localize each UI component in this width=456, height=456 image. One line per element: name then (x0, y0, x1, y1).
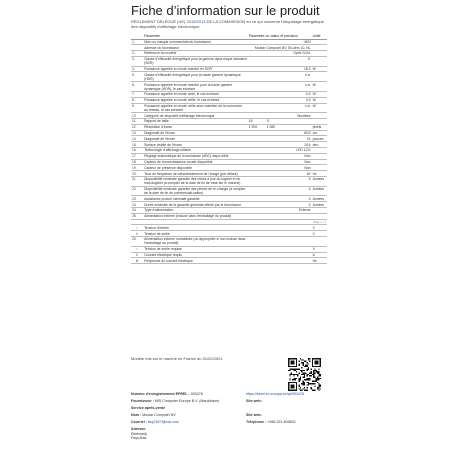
row-parameter: Capteur de reconnaissance vocale disponible (143, 159, 248, 165)
row-parameter: Technologie d’affichage utilisée (143, 148, 248, 154)
row-unit (312, 56, 327, 66)
row-parameter: Diagonale de l’écran (143, 136, 248, 142)
address-block (131, 427, 331, 441)
row-number: 3. (131, 56, 143, 66)
row-value-first: 1 920 (248, 125, 258, 130)
phone-number: +086-921-609652 (267, 420, 296, 424)
row-number: 10. (131, 113, 143, 119)
row-number: 24. (131, 202, 143, 208)
table-row (131, 236, 327, 246)
row-number: 18. (131, 159, 143, 165)
row-number: 1. (131, 39, 143, 45)
qr-code-icon[interactable] (288, 358, 321, 391)
row-number: 2. (131, 51, 143, 57)
row-unit: pixels (312, 124, 327, 130)
service-website-label: Site web: (246, 413, 262, 417)
row-parameter: Puissance appelée en mode arrêt, le cas échéant (143, 91, 248, 97)
row-parameter: Courant électrique requis (143, 252, 248, 258)
service-heading: Service après-vente (131, 406, 165, 410)
row-parameter: Classe d’efficacité énergétique pour la haute gamme dynamique (HDR) (143, 72, 248, 82)
row-number: 16. (131, 148, 143, 154)
row-value-second: 1 080 (266, 125, 276, 130)
page-title: Fiche d’information sur le produit (131, 3, 320, 18)
row-value: 3 (248, 202, 312, 208)
service-name: Mostar Computer BV (142, 413, 176, 417)
row-parameter: Résolution d’écran (143, 124, 248, 130)
row-unit: dm² (312, 142, 327, 148)
row-unit: A (312, 252, 327, 258)
row-value (248, 258, 312, 264)
row-parameter: Taux de fréquence de rafraîchissement de l’image (par défaut) (143, 171, 248, 177)
row-unit: Années (312, 202, 327, 208)
row-value: 6 (248, 186, 312, 196)
row-parameter: Puissance appelée en mode veille avec maintien de la connexion au réseau, le cas échéant (143, 103, 248, 113)
header-unit: Unité (312, 30, 327, 39)
row-parameter: Disponibilité minimale garantie des pièces de re-change (à compter de la date de fin de commerciali-sation) (143, 186, 248, 196)
row-unit: W (312, 91, 327, 97)
row-number: 6. (131, 82, 143, 92)
specs-body (131, 39, 327, 264)
row-unit: W (312, 82, 327, 92)
supplier-name: MSI Computer Europe B.V. (Marchitane) (154, 399, 220, 403)
row-parameter: Fréquence du courant électrique (143, 258, 248, 264)
supplier-line: Fournisseur : MSI Computer Europe B.V. (Marchitane) (131, 399, 220, 403)
row-value: 15,6 (248, 142, 312, 148)
row-unit: V (312, 225, 327, 231)
table-row (131, 186, 327, 196)
address-country: Pays-Bas (131, 436, 147, 441)
address-line: Ekkerstrijt (131, 431, 147, 436)
row-parameter: Tension de sortie requise (143, 246, 248, 252)
row-value: n.a. (248, 103, 312, 113)
row-value: 18,3 (248, 66, 312, 72)
phone-line: Téléphone : +086-921-609652 (246, 420, 296, 424)
row-unit: Années (312, 176, 327, 186)
row-number: ii (131, 231, 143, 237)
row-parameter: Capteur de présence disponible (143, 165, 248, 171)
row-parameter: Disponibilité minimale garantie des mises à jour du logiciel et du micrologiciel (à compter de la date de fin de mise sur le marché) (143, 176, 248, 186)
row-number: ii (131, 252, 143, 258)
row-unit: V (312, 246, 327, 252)
row-unit: W (312, 103, 327, 113)
row-number: 19. (131, 165, 143, 171)
address-label: Adresse: (131, 427, 147, 431)
row-value: n.a. (248, 72, 312, 82)
email-line: Courriel : ttsp7627@msi.com (131, 420, 179, 424)
eprel-number: 903476 (190, 392, 203, 396)
row-number: 20. (131, 171, 143, 177)
row-number: 17. (131, 153, 143, 159)
row-parameter: Classe d’efficacité énergétique pour la gamme dyna-mique standard (SDR) (144, 57, 247, 66)
page-reference: Page 1 / 1 (131, 219, 327, 225)
row-parameter: Réglage automatique de la luminance (ABC) dispo-nible (143, 153, 248, 159)
row-parameter: Rapport de taille (143, 119, 248, 125)
email-link[interactable]: ttsp7627@msi.com (147, 420, 179, 424)
row-parameter: Adresse du fournisseur (143, 45, 248, 51)
row-unit (312, 236, 327, 246)
row-parameter: Assistance produit minimale garantie (143, 196, 248, 202)
row-value-second: 9 (266, 119, 269, 124)
row-number: 13. (131, 130, 143, 136)
eprel-link[interactable]: https://eprel.ec.europa.eu/qr/903476 (246, 392, 304, 396)
row-value: LED LCD (248, 148, 312, 154)
row-number: 22. (131, 186, 143, 196)
table-row (131, 258, 327, 264)
row-value: 24 (248, 136, 312, 142)
row-parameter: Alimentation externe normalisée (ou appropriée si non incluse dans l’emballage du produit) (143, 236, 248, 246)
row-value: Non (248, 159, 312, 165)
row-parameter: Alimentation externe (incluse dans l’emballage du produit) (143, 213, 248, 219)
service-name-line: Nom : Mostar Computer BV (131, 413, 176, 417)
row-value: 6 (248, 176, 312, 186)
row-parameter: Type d’alimentation (143, 208, 248, 214)
market-date: Modèle mis sur le marché en France du 01/02/2021 (131, 356, 223, 361)
row-value: Non (248, 165, 312, 171)
row-parameter: Puissance appelée en mode marche en SDR (143, 66, 248, 72)
row-unit: W (312, 66, 327, 72)
row-value (248, 236, 312, 246)
row-value: Moniteur (248, 113, 312, 119)
row-number: 12. (131, 124, 143, 130)
row-parameter: Puissance appelée en mode veille, le cas échéant (143, 97, 248, 103)
row-value: Externe (248, 208, 312, 214)
row-parameter: Catégorie de dispositif d’affichage électronique (143, 113, 248, 119)
row-parameter: Nom ou marque commerciale du fournisseur (143, 39, 248, 45)
row-parameter: Durée minimale de la garantie générale offerte par le fournisseur (143, 202, 248, 208)
row-parameter: Diagonale de l’écran (143, 130, 248, 136)
regulation-intro (131, 19, 327, 29)
table-row (131, 56, 327, 66)
row-number: iii (131, 258, 143, 264)
row-number: 21. (131, 176, 143, 186)
row-unit: Hz (312, 171, 327, 177)
row-value: 0,3 (248, 91, 312, 97)
row-unit: cm (312, 130, 327, 136)
header-param: Paramètre (143, 30, 248, 39)
row-number: 15. (131, 142, 143, 148)
table-row (131, 103, 327, 113)
row-unit: V (312, 231, 327, 237)
specs-table (131, 30, 327, 264)
row-value: n.a. (248, 82, 312, 92)
row-unit (312, 72, 327, 82)
row-parameter: Puissance appelée en mode marche pour la haute gamme dynamique (HDR), le cas échéant (143, 82, 248, 92)
row-value: Optix G241 (248, 51, 312, 57)
row-number: i (131, 225, 143, 231)
row-parameter: Surface visible de l’écran (143, 142, 248, 148)
row-number: 24. (131, 208, 143, 214)
row-value: Mostar Computer BV, Ek-kers 10, NL (248, 45, 312, 51)
table-row (131, 82, 327, 92)
row-value: E (248, 56, 312, 66)
row-number: 23. (131, 196, 143, 202)
row-value: 3 (248, 196, 312, 202)
supplier-footer (131, 392, 331, 441)
row-number: 25. (131, 213, 143, 219)
regulation-link[interactable]: 2019/2013 (186, 19, 206, 24)
row-value: MSI (248, 39, 312, 45)
row-value: 0,3 (248, 97, 312, 103)
row-number: 26. (131, 236, 143, 246)
row-parameter: Tension de sortie (143, 231, 248, 237)
row-number: 11. (131, 119, 143, 125)
row-unit: Hz (312, 258, 327, 264)
row-parameter: Référence du modèle (143, 51, 248, 57)
row-number: 8. (131, 97, 143, 103)
row-unit: pouces (312, 136, 327, 142)
row-value-first: 16 (248, 119, 253, 124)
row-number: 5. (131, 72, 143, 82)
row-number: 4. (131, 66, 143, 72)
row-number: 7. (131, 91, 143, 97)
specs-header-row (131, 30, 327, 39)
eprel-line: Numéro d'enregistrement EPREL : 903476 (131, 392, 203, 396)
row-number: i (131, 246, 143, 252)
row-number: 9. (131, 103, 143, 113)
table-row (131, 176, 327, 186)
supplier-website-label: Site web: (246, 399, 262, 403)
row-value: 60,5 (248, 130, 312, 136)
row-value: 60 (248, 171, 312, 177)
table-row (131, 72, 327, 82)
row-unit: Années (312, 196, 327, 202)
row-parameter: Tension d’entrée (143, 225, 248, 231)
intro-prefix: RÈGLEMENT DÉLÉGUÉ (UE) (131, 19, 186, 24)
row-value: Non (248, 153, 312, 159)
row-unit: Années (312, 186, 327, 196)
row-number: 14. (131, 136, 143, 142)
row-unit: W (312, 97, 327, 103)
intro-suffix: DE LA COMMISSION en ce qui concerne l’étiquetage énergétique des dispositifs d’affichage électronique (131, 19, 324, 29)
header-value: Paramètre ou valeur et précision (248, 30, 312, 39)
